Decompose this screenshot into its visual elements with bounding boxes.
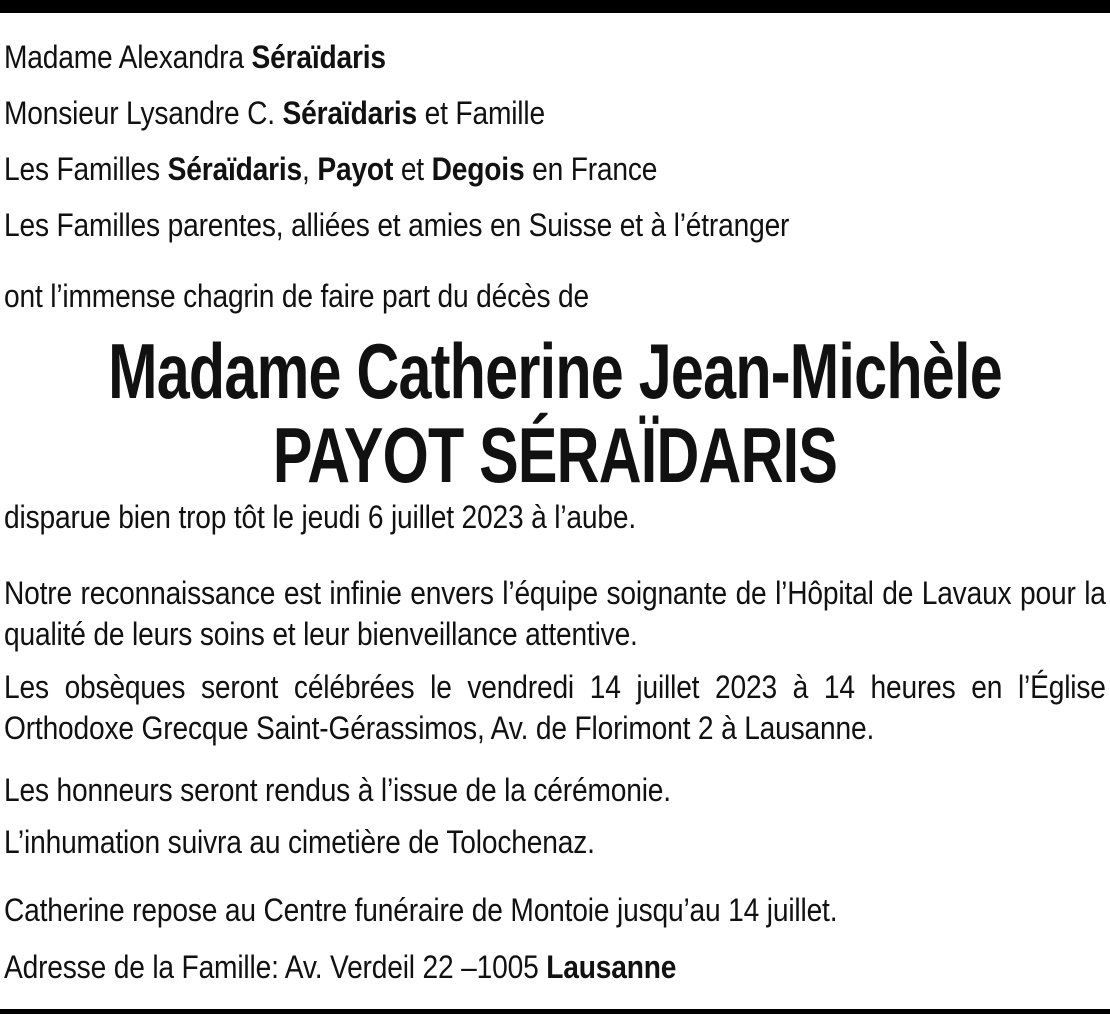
burial-line: L’inhumation suivra au cimetière de Tolochenaz. bbox=[4, 824, 595, 860]
death-date-line: disparue bien trop tôt le jeudi 6 juillet 2023 à l’aube. bbox=[4, 499, 637, 535]
family-line-2: Monsieur Lysandre C. Séraïdaris et Famille bbox=[4, 95, 545, 131]
intro-line: ont l’immense chagrin de faire part du décès de bbox=[4, 278, 589, 314]
funeral-paragraph: Les obsèques seront célébrées le vendredi 14 juillet 2023 à 14 heures en l’Église Orthodoxe Grecque Saint-Gérassimos, Av. de Florimont 2 à Lausanne. bbox=[4, 669, 1106, 746]
top-border-bar bbox=[0, 0, 1110, 13]
gratitude-paragraph: Notre reconnaissance est infinie envers l’équipe soignante de l’Hôpital de Lavaux pour la qualité de leurs soins et leur bienveillance attentive. bbox=[4, 575, 1106, 652]
family-line-1: Madame Alexandra Séraïdaris bbox=[4, 39, 386, 75]
notice-content bbox=[4, 13, 1106, 988]
deceased-name-line1: Madame Catherine Jean-Michèle bbox=[108, 327, 1002, 415]
deceased-name-line2: PAYOT SÉRAÏDARIS bbox=[272, 411, 838, 499]
honors-line: Les honneurs seront rendus à l’issue de la cérémonie. bbox=[4, 772, 671, 808]
family-line-3: Les Familles Séraïdaris, Payot et Degois en France bbox=[4, 151, 658, 187]
deceased-name-heading bbox=[4, 329, 1106, 497]
family-address-line: Adresse de la Famille: Av. Verdeil 22 –1005 Lausanne bbox=[4, 949, 677, 985]
family-line-4: Les Familles parentes, alliées et amies en Suisse et à l’étranger bbox=[4, 207, 790, 243]
bottom-border-bar bbox=[0, 1009, 1110, 1014]
repose-line: Catherine repose au Centre funéraire de Montoie jusqu’au 14 juillet. bbox=[4, 892, 838, 928]
